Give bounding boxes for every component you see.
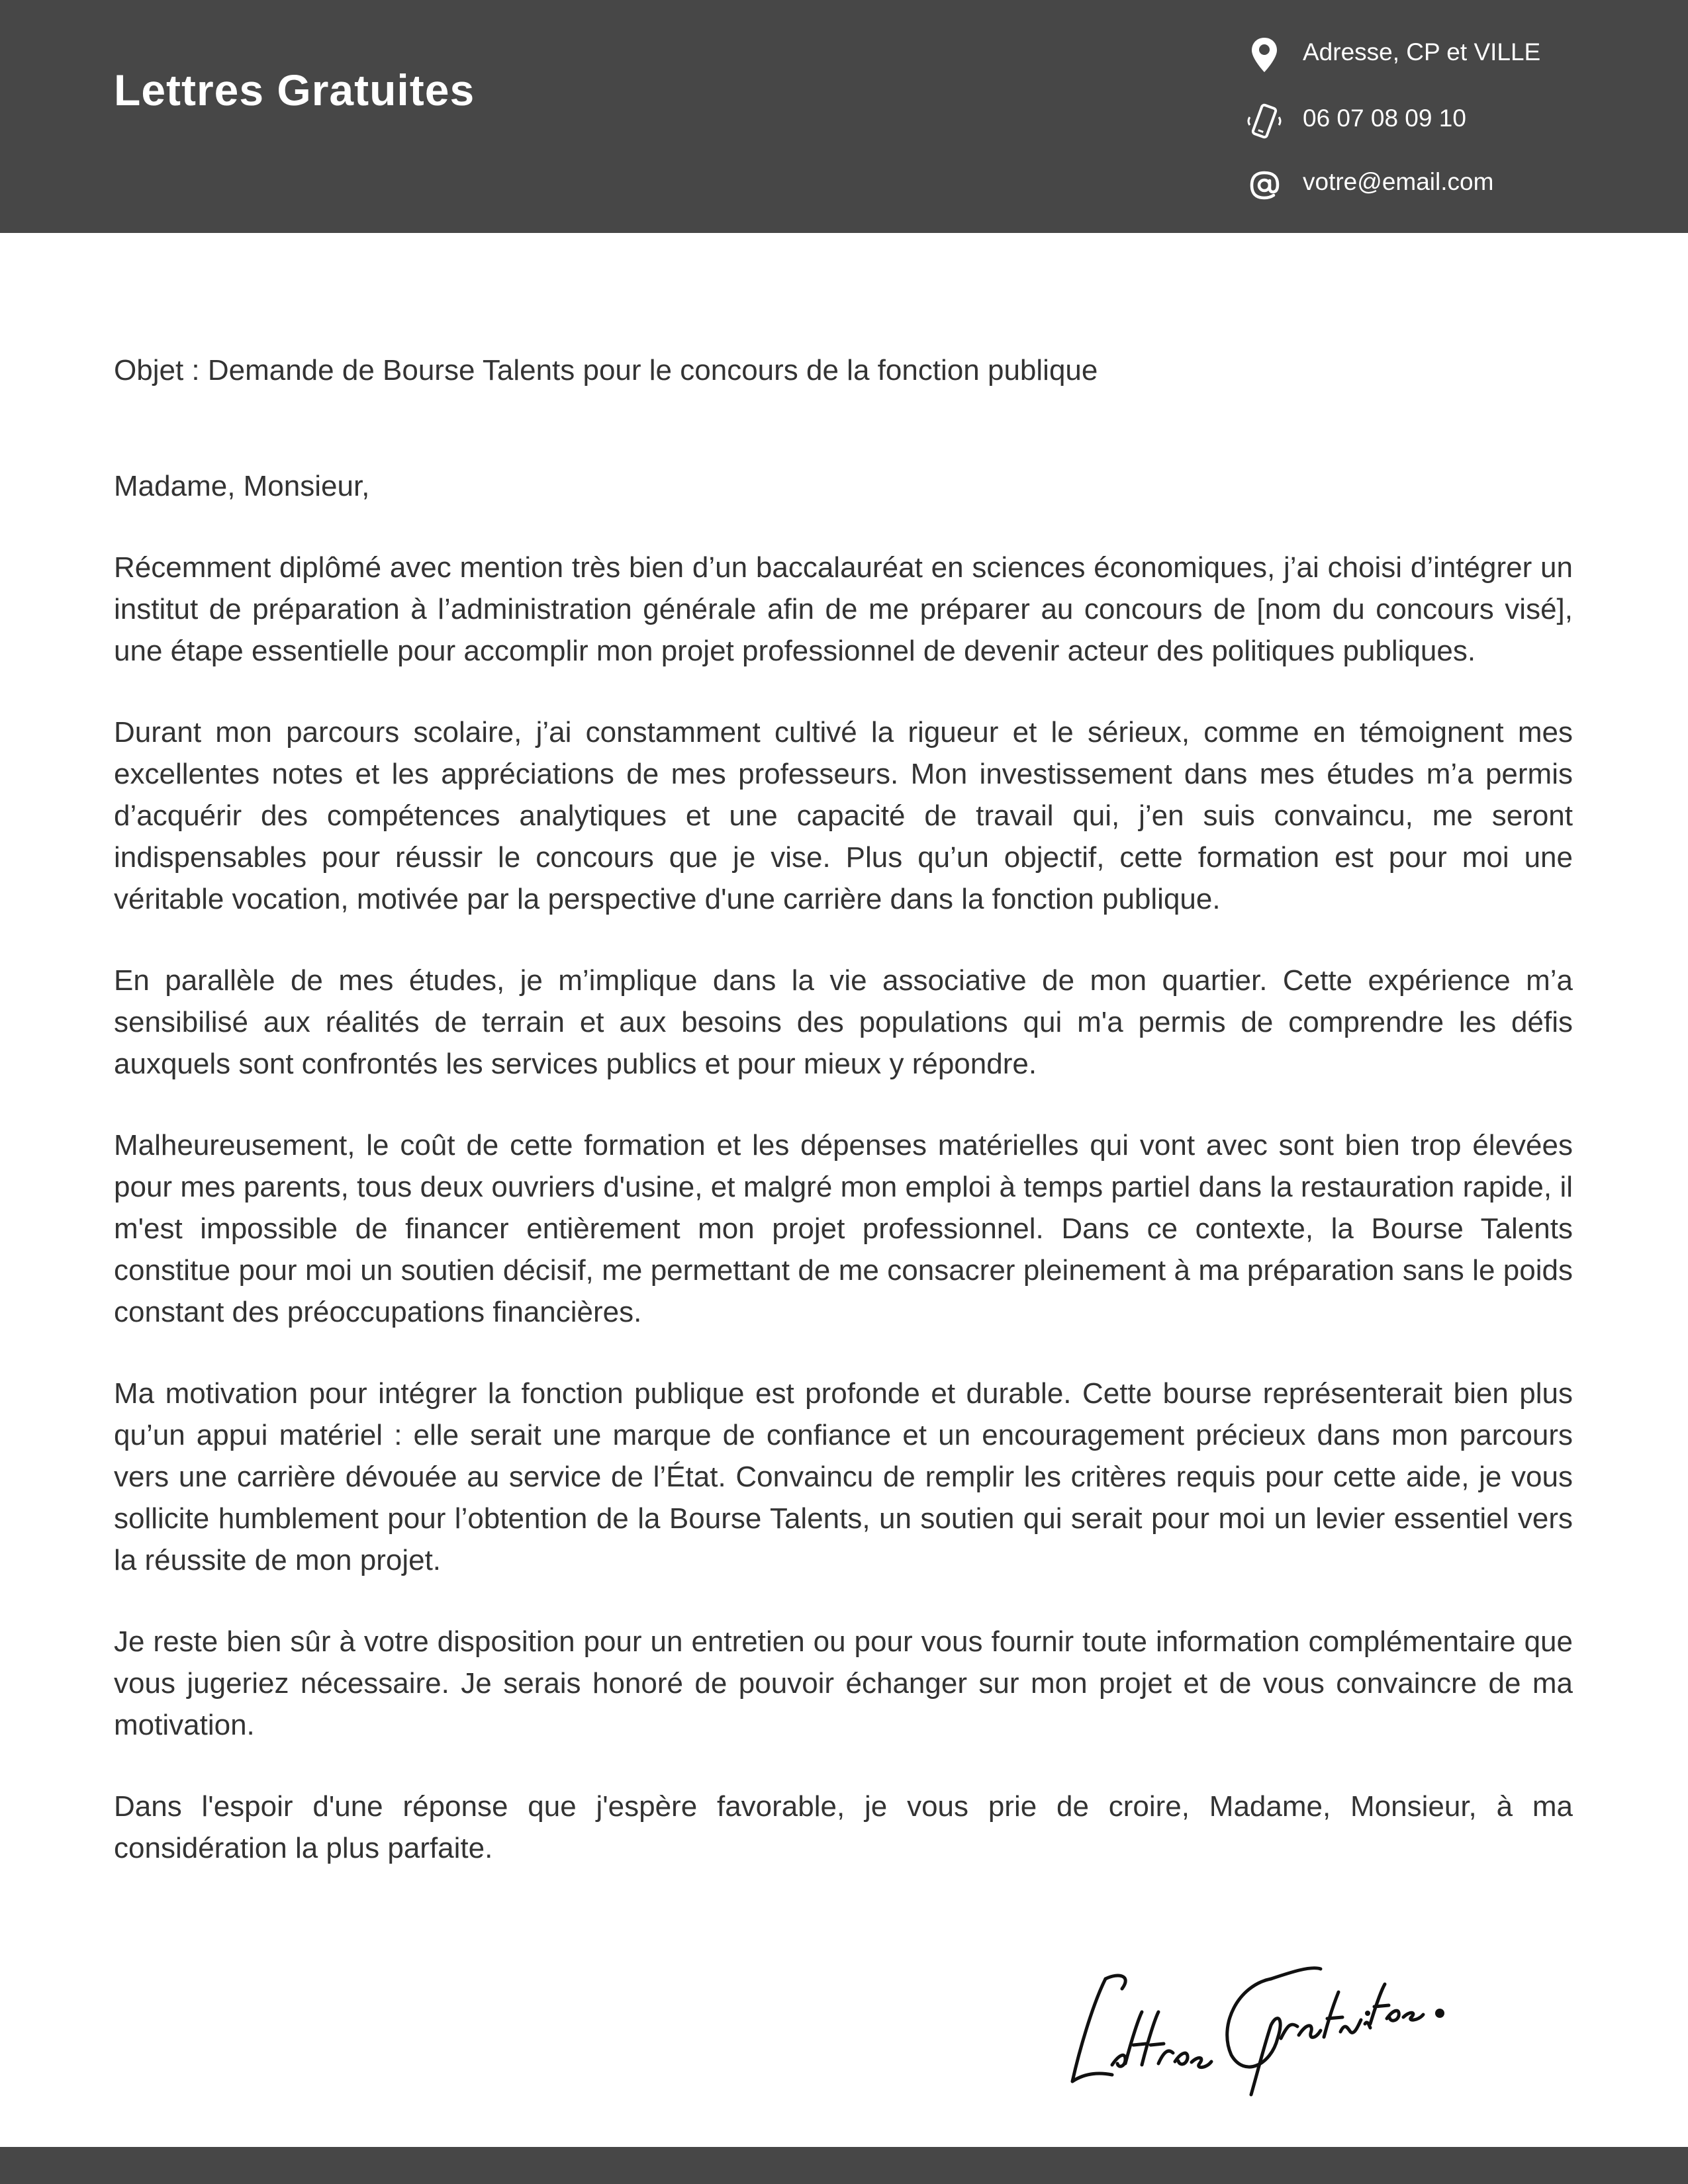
header-band	[0, 0, 1688, 233]
brand-title: Lettres Gratuites	[114, 66, 475, 114]
letter-paragraph: Récemment diplômé avec mention très bien d’un baccalauréat en sciences économiques, j’ai choisi d’intégrer un institut de préparation à l’administration générale afin de me préparer au concours de [nom du concours visé], une étape essentielle pour accomplir mon projet professionnel de devenir acteur des politiques publiques.	[114, 551, 1573, 667]
letter-body	[114, 349, 1573, 1909]
letter-paragraph: Dans l'espoir d'une réponse que j'espère favorable, je vous prie de croire, Madame, Monsieur, à ma considération la plus parfaite.	[114, 1790, 1573, 1864]
letter-paragraph: Durant mon parcours scolaire, j’ai constamment cultivé la rigueur et le sérieux, comme en témoignent mes excellentes notes et les appréciations de mes professeurs. Mon investissement dans mes études m’a permis d’acquérir des compétences analytiques et une capacité de travail qui, j’en suis convaincu, me seront indispensables pour réussir le concours que je vise. Plus qu’un objectif, cette formation est pour moi une véritable vocation, motivée par la perspective d'une carrière dans la fonction publique.	[114, 716, 1573, 915]
letter-salutation: Madame, Monsieur,	[114, 470, 370, 502]
letter-subject: Objet : Demande de Bourse Talents pour le concours de la fonction publique	[114, 354, 1098, 387]
contact-address	[1244, 32, 1668, 78]
contact-phone-text: 06 07 08 09 10	[1303, 105, 1466, 132]
letter-paragraph: Malheureusement, le coût de cette formation et les dépenses matérielles qui vont avec sont bien trop élevées pour mes parents, tous deux ouvriers d'usine, et malgré mon emploi à temps partiel dans la restauration rapide, il m'est impossible de financer entièrement mon projet professionnel. Dans ce contexte, la Bourse Talents constitue pour moi un soutien décisif, me permettant de me consacrer pleinement à ma préparation sans le poids constant des préoccupations financières.	[114, 1129, 1573, 1328]
handwritten-signature-icon	[1059, 1939, 1456, 2105]
contact-email-text: votre@email.com	[1303, 168, 1494, 195]
mobile-phone-icon	[1244, 101, 1284, 141]
letter-paragraph: Ma motivation pour intégrer la fonction publique est profonde et durable. Cette bourse représenterait bien plus qu’un appui matériel : elle serait une marque de confiance et un encouragement précieux dans mon parcours vers une carrière dévouée au service de l’État. Convaincu de remplir les critères requis pour cette aide, je vous sollicite humblement pour l’obtention de la Bourse Talents, un soutien qui serait pour moi un levier essentiel vers la réussite de mon projet.	[114, 1377, 1573, 1576]
contact-email	[1244, 161, 1668, 208]
letter-paragraph: Je reste bien sûr à votre disposition pour un entretien ou pour vous fournir toute information complémentaire que vous jugeriez nécessaire. Je serais honoré de pouvoir échanger sur mon projet et de vous convaincre de ma motivation.	[114, 1625, 1573, 1741]
contact-address-text: Adresse, CP et VILLE	[1303, 38, 1541, 66]
contact-phone	[1244, 98, 1668, 144]
at-sign-icon	[1244, 165, 1284, 205]
location-pin-icon	[1244, 35, 1284, 75]
letter-paragraph: En parallèle de mes études, je m’implique dans la vie associative de mon quartier. Cette expérience m’a sensibilisé aux réalités de terrain et aux besoins des populations qui m'a permis de comprendre les défis auxquels sont confrontés les services publics et pour mieux y répondre.	[114, 964, 1573, 1080]
footer-band	[0, 2147, 1688, 2184]
